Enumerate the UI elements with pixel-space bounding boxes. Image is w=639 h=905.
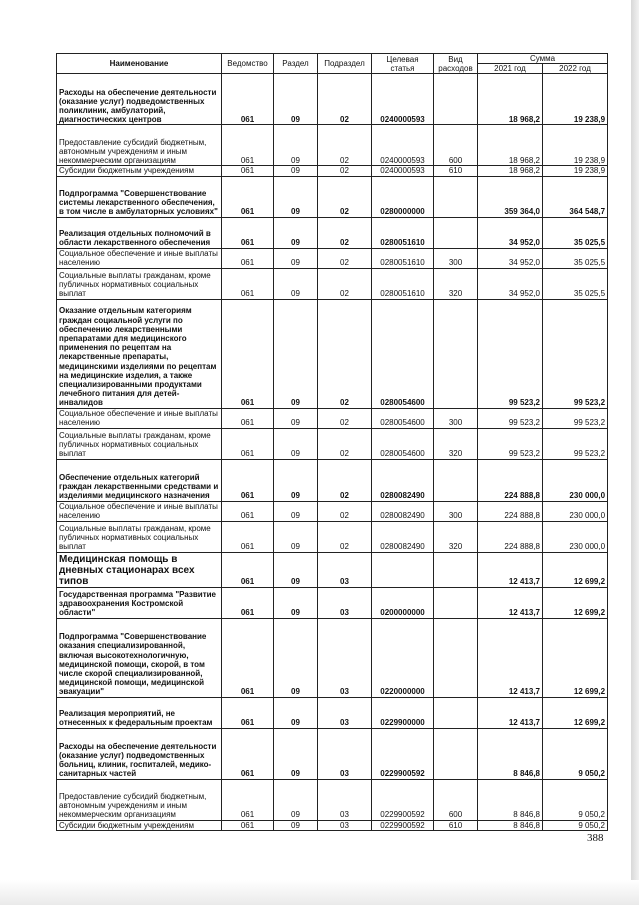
table-row: Социальные выплаты гражданам, кроме публичных нормативных социальных выплат 061 09 02 0280051610 320 34 952,0 35 025,5 xyxy=(57,268,608,299)
table-row: Государственная программа "Развитие здравоохранения Костромской области" 061 09 03 0200000000 12 413,7 12 699,2 xyxy=(57,587,608,618)
table-row: Социальное обеспечение и иные выплаты населению 061 09 02 0280082490 300 224 888,8 230 000,0 xyxy=(57,501,608,521)
table-row: Реализация мероприятий, не отнесенных к федеральным проектам 061 09 03 0229900000 12 413,7 12 699,2 xyxy=(57,697,608,728)
table-body xyxy=(57,74,608,830)
table-row: Субсидии бюджетным учреждениям 061 09 03 0229900592 610 8 846,8 9 050,2 xyxy=(57,820,608,830)
table-row: Социальные выплаты гражданам, кроме публичных нормативных социальных выплат 061 09 02 0280054600 320 99 523,2 99 523,2 xyxy=(57,428,608,459)
header-name: Наименование xyxy=(57,54,222,74)
table-row: Социальное обеспечение и иные выплаты населению 061 09 02 0280054600 300 99 523,2 99 523,2 xyxy=(57,408,608,428)
table-header-row xyxy=(57,54,608,64)
table-row: Предоставление субсидий бюджетным, автономным учреждениям и иным некоммерческим организациям 061 09 02 0240000593 600 18 968,2 19 238,9 xyxy=(57,125,608,166)
table-row: Социальное обеспечение и иные выплаты населению 061 09 02 0280051610 300 34 952,0 35 025,5 xyxy=(57,248,608,268)
header-target: Целевая статья xyxy=(372,54,434,74)
table-row: Социальные выплаты гражданам, кроме публичных нормативных социальных выплат 061 09 02 0280082490 320 224 888,8 230 000,0 xyxy=(57,521,608,552)
page-edge-shadow xyxy=(631,0,639,905)
header-2022: 2022 год xyxy=(543,64,608,74)
header-2021: 2021 год xyxy=(478,64,543,74)
table-row: Подпрограмма "Совершенствование системы лекарственного обеспечения, в том числе в амбулаторных условиях" 061 09 02 0280000000 359 364,0 364 548,7 xyxy=(57,176,608,217)
table-row: Оказание отдельным категориям граждан социальной услуги по обеспечению лекарственными препаратами для медицинского применения по рецептам на лекарственные препараты, медицинскими изделиями по рецептам на медицинские изделия, а также специализированными продуктами лечебного питания для детей-инвалидов 061 09 02 0280054600 99 523,2 99 523,2 xyxy=(57,299,608,408)
table-row: Подпрограмма "Совершенствование оказания специализированной, включая высокотехнологичную, медицинской помощи, скорой, в том числе скорой специализированной, медицинской помощи, медицинской эвакуации" 061 09 03 0220000000 12 413,7 12 699,2 xyxy=(57,618,608,697)
table-row: Предоставление субсидий бюджетным, автономным учреждениям и иным некоммерческим организациям 061 09 03 0229900592 600 8 846,8 9 050,2 xyxy=(57,779,608,820)
page-bottom-shade xyxy=(0,880,639,905)
header-vid: Вид расходов xyxy=(434,54,478,74)
header-razdel: Раздел xyxy=(274,54,318,74)
table-row: Расходы на обеспечение деятельности (оказание услуг) подведомственных поликлиник, амбулаторий, диагностических центров 061 09 02 0240000593 18 968,2 19 238,9 xyxy=(57,74,608,125)
budget-table xyxy=(56,53,608,831)
table-row: Реализация отдельных полномочий в области лекарственного обеспечения 061 09 02 0280051610 34 952,0 35 025,5 xyxy=(57,217,608,248)
page-number: 388 xyxy=(587,832,604,844)
table-row: Расходы на обеспечение деятельности (оказание услуг) подведомственных больниц, клиник, госпиталей, медико-санитарных частей 061 09 03 0229900592 8 846,8 9 050,2 xyxy=(57,728,608,779)
table-row: Медицинская помощь в дневных стационарах всех типов 061 09 03 12 413,7 12 699,2 xyxy=(57,552,608,587)
header-summa: Сумма xyxy=(478,54,608,64)
table-row: Субсидии бюджетным учреждениям 061 09 02 0240000593 610 18 968,2 19 238,9 xyxy=(57,166,608,176)
header-podrazdel: Подраздел xyxy=(318,54,372,74)
header-vedomstvo: Ведомство xyxy=(222,54,274,74)
table-row: Обеспечение отдельных категорий граждан лекарственными средствами и изделиями медицинского назначения 061 09 02 0280082490 224 888,8 230 000,0 xyxy=(57,459,608,501)
